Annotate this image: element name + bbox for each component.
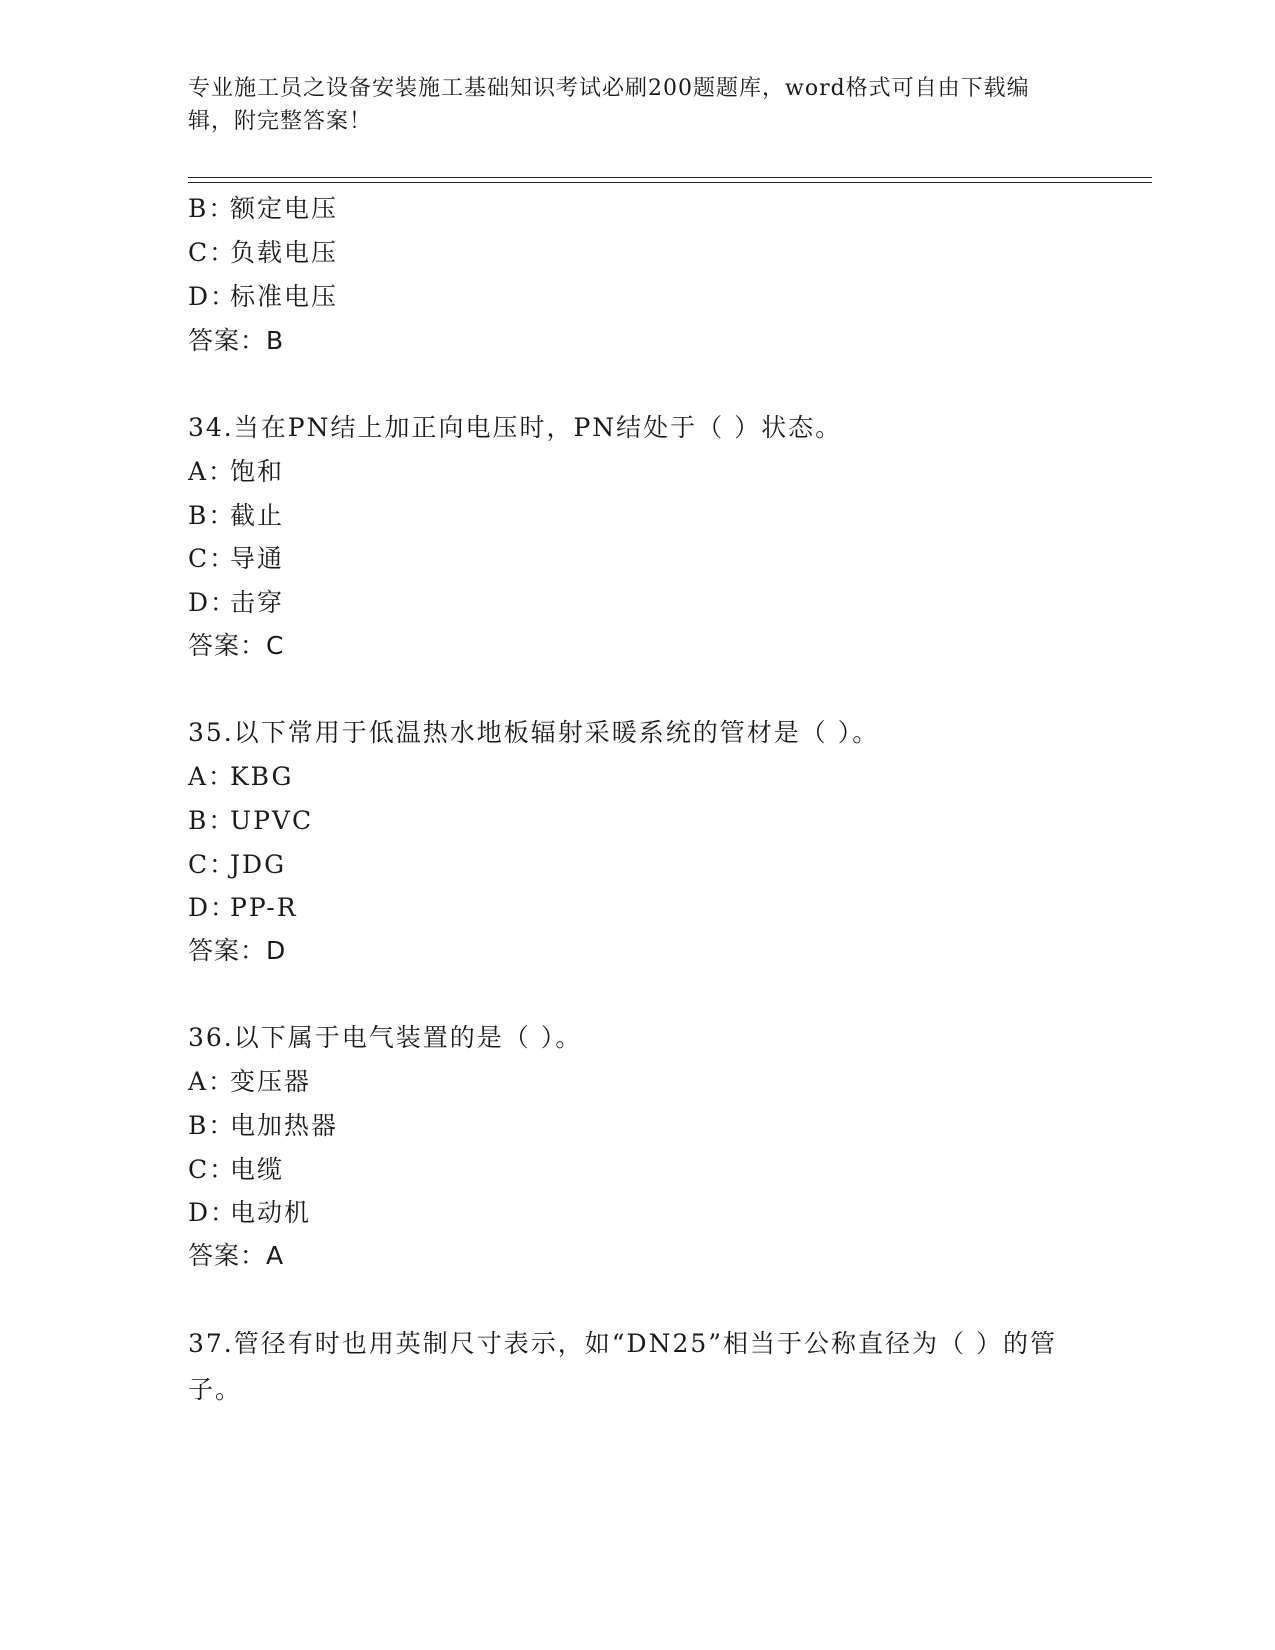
option-key: B： <box>188 501 236 530</box>
option-key: B： <box>188 806 236 835</box>
option-key: C： <box>188 544 237 573</box>
q33-option-c <box>188 236 338 270</box>
header-divider-bottom <box>188 182 1152 183</box>
option-text: 截止 <box>230 501 285 530</box>
q35-option-d <box>188 891 298 925</box>
q34-option-b <box>188 499 284 533</box>
option-key: A： <box>188 762 236 791</box>
q35-question: 35.以下常用于低温热水地板辐射采暖系统的管材是（ ）。 <box>188 718 880 747</box>
q36-answer: 答案：A <box>188 1241 285 1270</box>
option-text: 变压器 <box>230 1067 312 1096</box>
option-key: D： <box>188 1198 238 1227</box>
q33-option-b <box>188 192 338 226</box>
option-text: 标准电压 <box>230 282 339 311</box>
option-text: 电动机 <box>230 1198 312 1227</box>
option-key: D： <box>188 282 238 311</box>
q33-option-d <box>188 280 338 314</box>
q37-question: 37.管径有时也用英制尺寸表示，如“DN25”相当于公称直径为（ ）的管子。 <box>188 1329 1057 1404</box>
option-text: JDG <box>230 850 287 879</box>
q34-answer: 答案：C <box>188 631 285 660</box>
option-key: B： <box>188 194 236 223</box>
option-text: 电加热器 <box>230 1111 339 1140</box>
q36-question: 36.以下属于电气装置的是（ ）。 <box>188 1023 583 1052</box>
header-divider-top <box>188 177 1152 178</box>
option-text: 负载电压 <box>230 238 339 267</box>
option-text: 击穿 <box>230 588 285 617</box>
option-text: 导通 <box>230 544 285 573</box>
q36-option-c <box>188 1153 284 1187</box>
q34-question: 34.当在PN结上加正向电压时，PN结处于（ ）状态。 <box>188 413 843 442</box>
q36-option-d <box>188 1196 311 1230</box>
option-key: A： <box>188 457 236 486</box>
option-text: 饱和 <box>230 457 285 486</box>
q35-option-c <box>188 848 286 882</box>
option-key: C： <box>188 238 237 267</box>
q33-answer: 答案：B <box>188 326 285 355</box>
q34-option-c <box>188 542 284 576</box>
option-text: KBG <box>230 762 294 791</box>
option-key: D： <box>188 893 238 922</box>
q35-option-a <box>188 760 293 794</box>
q34-option-a <box>188 455 284 489</box>
document-header: 专业施工员之设备安装施工基础知识考试必刷200题题库，word格式可自由下载编辑，附完整答案！ <box>188 76 1030 134</box>
q36-option-b <box>188 1109 338 1143</box>
option-key: C： <box>188 850 237 879</box>
q36-option-a <box>188 1065 311 1099</box>
option-text: 额定电压 <box>230 194 339 223</box>
option-key: C： <box>188 1155 237 1184</box>
q35-option-b <box>188 804 313 838</box>
q34-option-d <box>188 586 284 620</box>
option-key: A： <box>188 1067 236 1096</box>
option-text: UPVC <box>230 806 314 835</box>
option-key: B： <box>188 1111 236 1140</box>
option-text: PP-R <box>230 893 298 922</box>
option-text: 电缆 <box>230 1155 285 1184</box>
option-key: D： <box>188 588 238 617</box>
q35-answer: 答案：D <box>188 936 287 965</box>
